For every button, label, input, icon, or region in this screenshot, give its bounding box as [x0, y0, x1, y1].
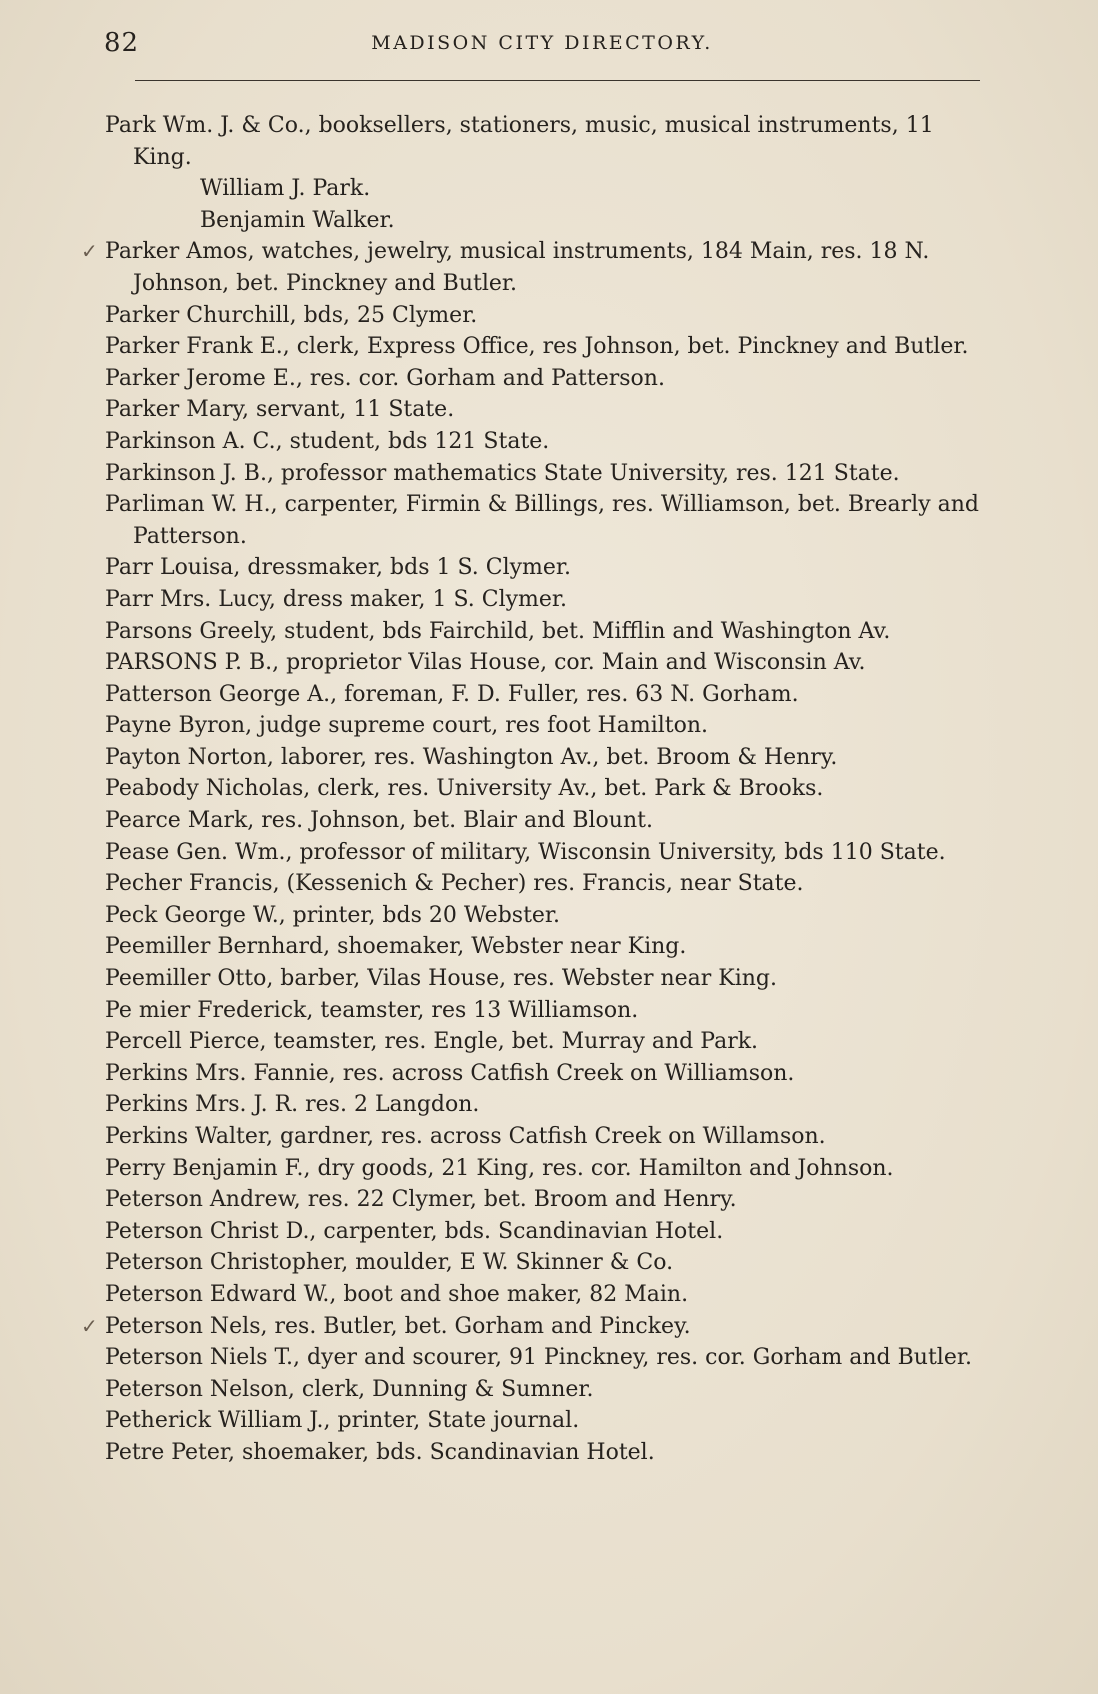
- directory-entry: [105, 900, 985, 932]
- directory-entry: [105, 1342, 985, 1374]
- entry-text: William J. Park.: [200, 176, 371, 202]
- directory-entries: [81, 110, 985, 1469]
- entry-text: Payne Byron, judge supreme court, res foot Hamilton.: [105, 713, 709, 739]
- entry-text: Pease Gen. Wm., professor of military, Wisconsin University, bds 110 State.: [105, 839, 946, 865]
- directory-entry: [105, 868, 985, 900]
- entry-text: Peemiller Otto, barber, Vilas House, res. Webster near King.: [105, 966, 777, 992]
- entry-text: Parkinson A. C., student, bds 121 State.: [105, 428, 550, 454]
- entry-text: Parr Mrs. Lucy, dress maker, 1 S. Clymer.: [105, 586, 568, 612]
- directory-entry: [105, 805, 985, 837]
- directory-entry: [105, 1121, 985, 1153]
- entry-text: Peck George W., printer, bds 20 Webster.: [105, 902, 561, 928]
- checkmark-annotation: ✓: [81, 239, 98, 264]
- directory-entry: [105, 963, 985, 995]
- directory-entry: [105, 647, 985, 679]
- entry-text: Petherick William J., printer, State journal.: [105, 1408, 580, 1434]
- directory-entry: [105, 363, 985, 395]
- directory-entry: [105, 616, 985, 648]
- entry-text: Parker Frank E., clerk, Express Office, res Johnson, bet. Pinckney and Butler.: [105, 334, 969, 360]
- entry-text: Benjamin Walker.: [200, 207, 395, 233]
- entry-text: Payton Norton, laborer, res. Washington Av., bet. Broom & Henry.: [105, 744, 838, 770]
- entry-text: Peterson Nels, res. Butler, bet. Gorham and Pinckey.: [105, 1313, 691, 1339]
- entry-text: Peterson Christopher, moulder, E W. Skinner & Co.: [105, 1250, 674, 1276]
- directory-entry: [105, 773, 985, 805]
- directory-entry: [105, 489, 985, 552]
- directory-entry: [105, 1153, 985, 1185]
- directory-sub-entry: [105, 173, 985, 205]
- entry-text: Perkins Walter, gardner, res. across Catfish Creek on Willamson.: [105, 1124, 826, 1149]
- entry-text: Parliman W. H., carpenter, Firmin & Billings, res. Williamson, bet. Brearly and Patterson.: [105, 492, 979, 549]
- directory-entry: [105, 1026, 985, 1058]
- entry-text: Perry Benjamin F., dry goods, 21 King, res. cor. Hamilton and Johnson.: [105, 1155, 894, 1181]
- entry-text: Parker Amos, watches, jewelry, musical instruments, 184 Main, res. 18 N. Johnson, bet. Pinckney and Butler.: [105, 239, 930, 296]
- entry-text: Pearce Mark, res. Johnson, bet. Blair and Blount.: [105, 808, 653, 834]
- directory-entry: [105, 679, 985, 711]
- directory-entry: [81, 236, 985, 299]
- entry-text: Parr Louisa, dressmaker, bds 1 S. Clymer.: [105, 555, 572, 581]
- directory-entry: [105, 394, 985, 426]
- entry-text: Peterson Niels T., dyer and scourer, 91 Pinckney, res. cor. Gorham and Butler.: [105, 1345, 972, 1371]
- entry-text: Pe mier Frederick, teamster, res 13 Williamson.: [105, 997, 639, 1023]
- directory-entry: [105, 331, 985, 363]
- page-number: 82: [104, 28, 140, 58]
- entry-text: PARSONS P. B., proprietor Vilas House, cor. Main and Wisconsin Av.: [105, 650, 866, 676]
- entry-text: Perkins Mrs. J. R. res. 2 Langdon.: [105, 1092, 480, 1118]
- directory-entry: [105, 1216, 985, 1248]
- directory-entry: [105, 710, 985, 742]
- checkmark-annotation: ✓: [81, 1313, 98, 1338]
- directory-entry: [105, 300, 985, 332]
- directory-entry: [105, 1405, 985, 1437]
- entry-text: Parsons Greely, student, bds Fairchild, bet. Mifflin and Washington Av.: [105, 618, 891, 644]
- entry-text: Peterson Christ D., carpenter, bds. Scandinavian Hotel.: [105, 1218, 724, 1244]
- entry-text: Patterson George A., foreman, F. D. Fuller, res. 63 N. Gorham.: [105, 681, 799, 707]
- entry-text: Parkinson J. B., professor mathematics State University, res. 121 State.: [105, 460, 900, 486]
- directory-entry: [105, 1247, 985, 1279]
- directory-entry: [105, 458, 985, 490]
- directory-entry: [105, 742, 985, 774]
- entry-text: Peemiller Bernhard, shoemaker, Webster near King.: [105, 934, 687, 960]
- entry-text: Petre Peter, shoemaker, bds. Scandinavian Hotel.: [105, 1439, 655, 1465]
- entry-text: Peterson Nelson, clerk, Dunning & Sumner.: [105, 1376, 594, 1402]
- page-header: [102, 28, 982, 68]
- directory-entry: [81, 1311, 985, 1343]
- directory-entry: [105, 552, 985, 584]
- entry-text: Peterson Edward W., boot and shoe maker, 82 Main.: [105, 1281, 689, 1307]
- directory-entry: [105, 837, 985, 869]
- directory-sub-entry: [105, 205, 985, 237]
- entry-text: Parker Churchill, bds, 25 Clymer.: [105, 302, 478, 328]
- directory-entry: [105, 110, 985, 173]
- entry-text: Peterson Andrew, res. 22 Clymer, bet. Broom and Henry.: [105, 1187, 737, 1213]
- directory-entry: [105, 1089, 985, 1121]
- entry-text: Parker Jerome E., res. cor. Gorham and Patterson.: [105, 365, 665, 391]
- entry-text: Parker Mary, servant, 11 State.: [105, 397, 455, 423]
- entry-text: Percell Pierce, teamster, res. Engle, bet. Murray and Park.: [105, 1029, 759, 1055]
- entry-text: Pecher Francis, (Kessenich & Pecher) res. Francis, near State.: [105, 871, 804, 897]
- entry-text: Peabody Nicholas, clerk, res. University Av., bet. Park & Brooks.: [105, 776, 824, 802]
- running-head: MADISON CITY DIRECTORY.: [371, 32, 713, 54]
- directory-entry: [105, 1374, 985, 1406]
- directory-entry: [105, 1279, 985, 1311]
- directory-entry: [105, 1058, 985, 1090]
- header-rule: [135, 80, 980, 81]
- entry-text: Perkins Mrs. Fannie, res. across Catfish Creek on Williamson.: [105, 1060, 795, 1086]
- directory-entry: [105, 931, 985, 963]
- directory-entry: [105, 995, 985, 1027]
- directory-entry: [105, 426, 985, 458]
- directory-entry: [105, 584, 985, 616]
- directory-entry: [105, 1437, 985, 1469]
- directory-entry: [105, 1184, 985, 1216]
- entry-text: Park Wm. J. & Co., booksellers, stationers, music, musical instruments, 11 King.: [105, 113, 934, 170]
